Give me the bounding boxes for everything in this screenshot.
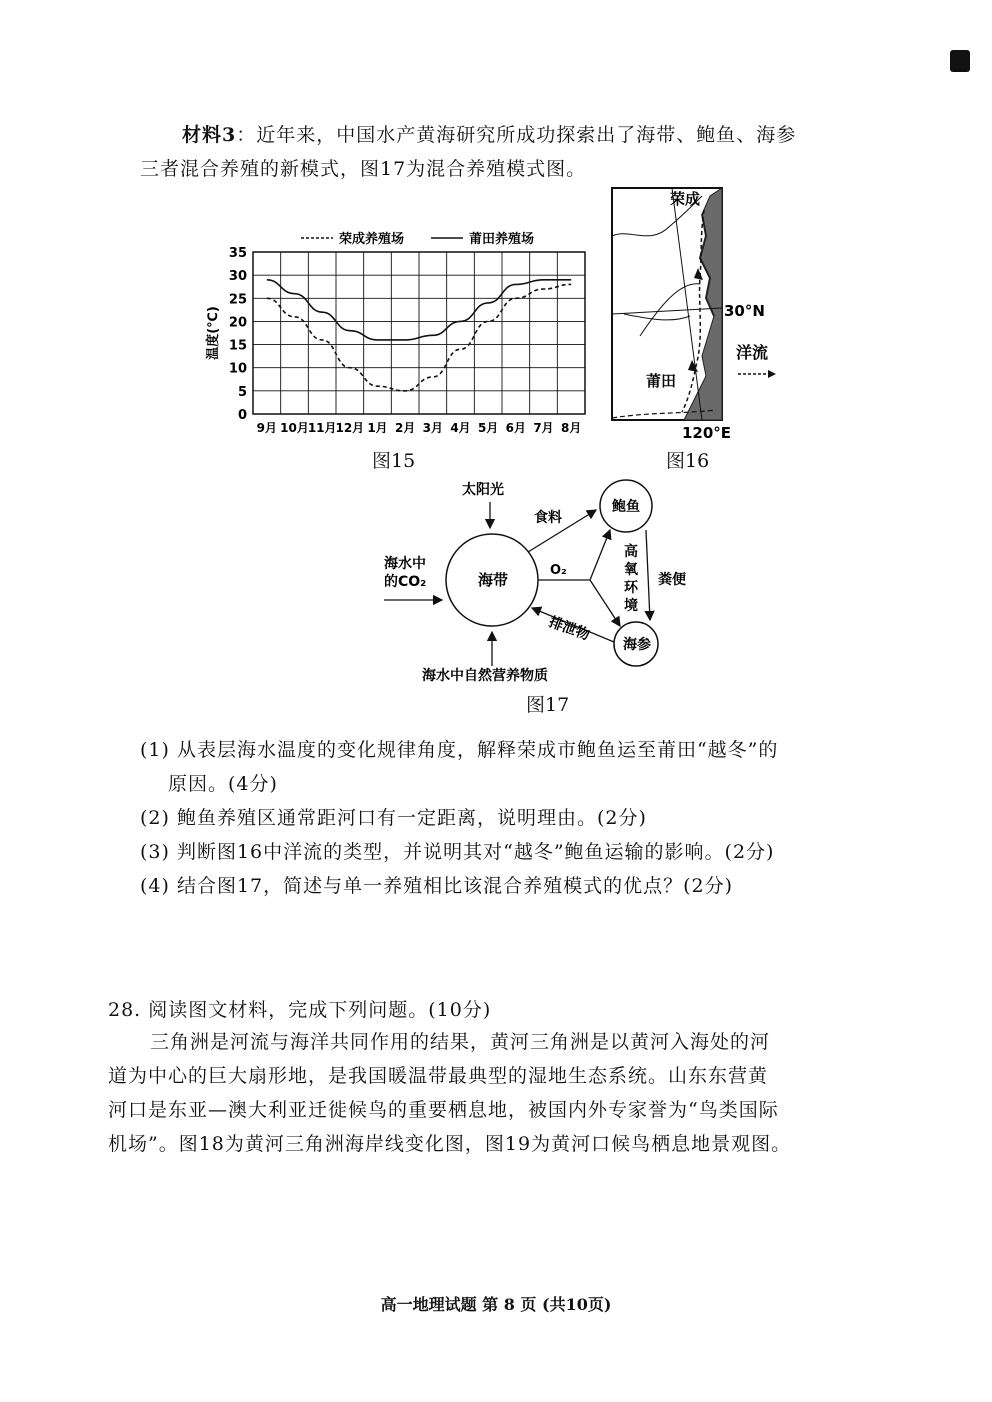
fig15-chart (205, 222, 600, 442)
y-tick-label: 0 (237, 408, 247, 423)
label-putian: 莆田 (646, 372, 677, 390)
x-tick-label: 3月 (422, 421, 444, 435)
seacucumber-label: 海参 (623, 637, 651, 653)
o2-label: O₂ (550, 563, 567, 578)
page-footer: 高一地理试题 第 8 页 (共10页) (380, 1295, 612, 1314)
nutrients-label: 海水中自然营养物质 (422, 668, 548, 684)
x-tick-label: 5月 (477, 421, 499, 435)
y-axis-label: 温度(℃) (206, 306, 221, 360)
legend-dashed-label: 荣成养殖场 (339, 232, 405, 247)
x-tick-label: 12月 (335, 421, 365, 435)
fig15-caption: 图15 (372, 450, 416, 472)
question-3: (3) 判断图16中洋流的类型，并说明其对“越冬”鲍鱼运输的影响。(2分) (140, 841, 775, 863)
question-2: (2) 鲍鱼养殖区通常距河口有一定距离，说明理由。(2分) (140, 807, 647, 829)
material3-line1: ：近年来，中国水产黄海研究所成功探索出了海带、鲍鱼、海参 (236, 124, 797, 146)
q28-line-4: 机场”。图18为黄河三角洲海岸线变化图，图19为黄河口候鸟栖息地景观图。 (108, 1133, 792, 1155)
x-tick-label: 9月 (256, 421, 278, 435)
question-1-line1: (1) 从表层海水温度的变化规律角度，解释荣成市鲍鱼运至莆田“越冬”的 (140, 739, 779, 761)
excreta-label: 排泄物 (546, 614, 592, 644)
kelp-label: 海带 (478, 571, 509, 589)
corner-mark (950, 50, 970, 72)
y-tick-label: 20 (228, 315, 247, 331)
label-lat: 30°N (724, 302, 765, 320)
fig16-map (610, 186, 780, 448)
x-tick-label: 7月 (533, 421, 554, 435)
x-tick-label: 11月 (307, 421, 337, 435)
feces-label: 粪便 (658, 572, 686, 588)
y-tick-label: 15 (228, 338, 247, 354)
fig17-caption: 图17 (526, 694, 570, 716)
abalone-label: 鲍鱼 (612, 499, 640, 515)
x-tick-label: 6月 (505, 421, 527, 435)
material3-line2: 三者混合养殖的新模式，图17为混合养殖模式图。 (140, 158, 587, 180)
x-tick-label: 2月 (394, 421, 416, 435)
y-tick-label: 5 (237, 384, 247, 400)
question-1-line2: 原因。(4分) (168, 773, 278, 795)
q28-line-2: 道为中心的巨大扇形地，是我国暖温带最典型的湿地生态系统。山东东营黄 (108, 1065, 769, 1087)
feed-label: 食料 (534, 510, 562, 526)
legend-current: 洋流 (736, 343, 769, 362)
label-lon: 120°E (682, 424, 732, 442)
y-tick-label: 10 (228, 361, 247, 377)
y-tick-label: 30 (228, 269, 247, 285)
legend-solid-label: 莆田养殖场 (469, 232, 535, 247)
x-tick-label: 1月 (367, 421, 388, 435)
sun-label: 太阳光 (462, 482, 504, 498)
high-oxygen-3: 环 (624, 580, 638, 596)
q28-line-1: 三角洲是河流与海洋共同作用的结果，黄河三角洲是以黄河入海处的河 (150, 1031, 771, 1053)
x-tick-label: 4月 (450, 421, 471, 435)
co2-label-1: 海水中 (384, 556, 426, 572)
q28-line-3: 河口是东亚—澳大利亚迁徙候鸟的重要栖息地，被国内外专家誉为“鸟类国际 (108, 1099, 779, 1121)
y-tick-label: 25 (228, 292, 247, 308)
material3-text (140, 118, 900, 186)
x-tick-label: 10月 (280, 421, 309, 435)
high-oxygen-1: 高 (624, 544, 638, 560)
q28-text (108, 1025, 898, 1161)
y-tick-label: 35 (228, 246, 247, 261)
fig17-diagram (376, 474, 712, 692)
questions-block (140, 733, 920, 903)
x-tick-label: 8月 (560, 421, 582, 435)
fig16-caption: 图16 (666, 450, 710, 472)
material3-label: 材料3 (182, 124, 237, 146)
q28-title: 28. 阅读图文材料，完成下列问题。(10分) (108, 999, 492, 1021)
label-rongcheng: 荣成 (670, 190, 701, 208)
co2-label-2: 的CO₂ (384, 574, 427, 590)
high-oxygen-4: 境 (624, 598, 638, 614)
high-oxygen-2: 氧 (624, 562, 638, 578)
question-4: (4) 结合图17，简述与单一养殖相比该混合养殖模式的优点？(2分) (140, 875, 734, 897)
